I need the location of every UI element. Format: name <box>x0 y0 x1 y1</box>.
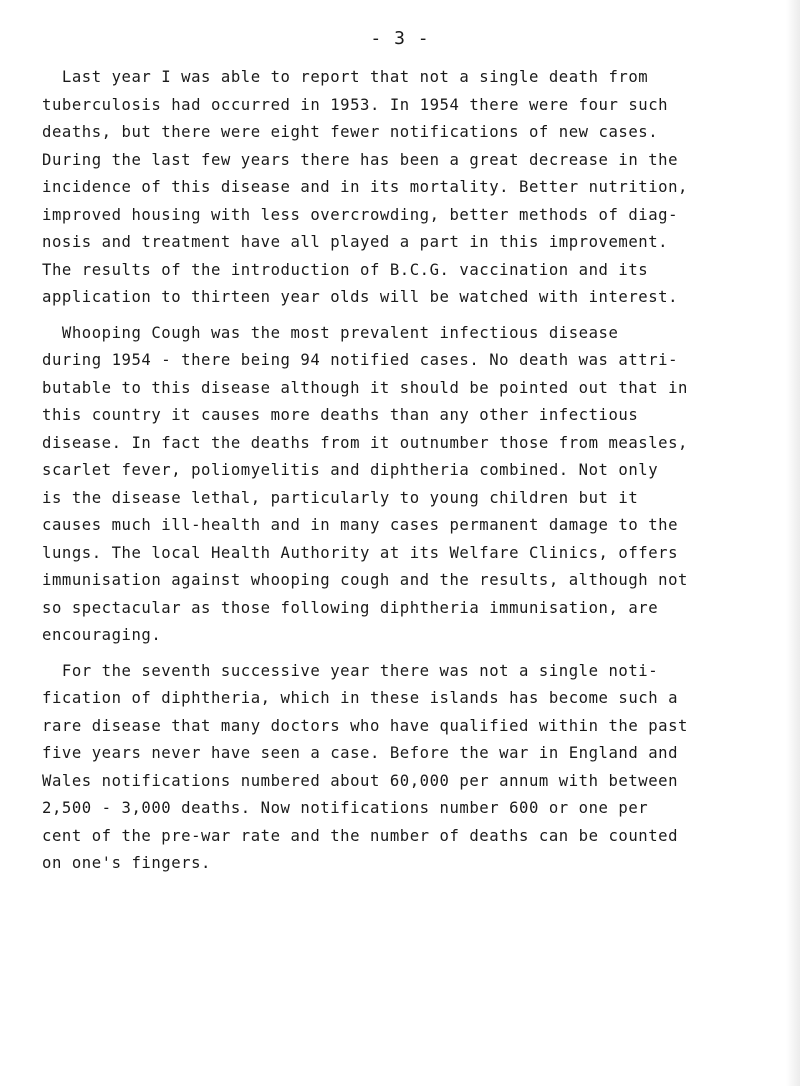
text-line: Whooping Cough was the most prevalent infectious disease <box>42 323 619 342</box>
page-number: - 3 - <box>370 28 430 49</box>
text-line: disease. In fact the deaths from it outnumber those from measles, <box>42 433 688 452</box>
text-line: lungs. The local Health Authority at its Welfare Clinics, offers <box>42 543 679 562</box>
text-line: five years never have seen a case. Before the war in England and <box>42 744 679 762</box>
text-line: scarlet fever, poliomyelitis and diphtheria combined. Not only <box>42 461 659 479</box>
text-line: immunisation against whooping cough and the results, although not <box>42 571 688 589</box>
page-edge-shadow <box>786 0 800 1086</box>
text-line: is the disease lethal, particularly to young children but it <box>42 488 639 507</box>
text-line: rare disease that many doctors who have qualified within the past <box>42 716 688 735</box>
text-line: nosis and treatment have all played a part in this improvement. <box>42 233 669 251</box>
paragraph-whooping-cough <box>42 320 782 650</box>
text-line: butable to this disease although it should be pointed out that in <box>42 378 688 397</box>
text-line: causes much ill-health and in many cases permanent damage to the <box>42 516 679 534</box>
text-line: Last year I was able to report that not a single death from <box>42 68 649 86</box>
text-line: incidence of this disease and in its mortality. Better nutrition, <box>42 178 688 196</box>
text-line: 2,500 - 3,000 deaths. Now notifications number 600 or one per <box>42 799 649 817</box>
text-line: during 1954 - there being 94 notified cases. No death was attri- <box>42 351 679 369</box>
text-line: application to thirteen year olds will be watched with interest. <box>42 288 679 306</box>
paragraph-diphtheria <box>42 658 782 878</box>
paragraph-tuberculosis <box>42 64 782 312</box>
text-line: tuberculosis had occurred in 1953. In 1954 there were four such <box>42 95 669 114</box>
text-line: For the seventh successive year there was not a single noti- <box>42 661 659 680</box>
text-line: The results of the introduction of B.C.G. vaccination and its <box>42 260 649 279</box>
text-line: cent of the pre-war rate and the number of deaths can be counted <box>42 826 679 845</box>
text-line: encouraging. <box>42 626 162 644</box>
text-line: this country it causes more deaths than any other infectious <box>42 406 639 424</box>
text-line: improved housing with less overcrowding, better methods of diag- <box>42 205 679 224</box>
text-line: so spectacular as those following diphtheria immunisation, are <box>42 598 659 617</box>
text-line: on one's fingers. <box>42 854 211 872</box>
text-line: Wales notifications numbered about 60,000 per annum with between <box>42 771 679 790</box>
text-line: fication of diphtheria, which in these islands has become such a <box>42 689 679 707</box>
body-text <box>42 64 782 886</box>
text-line: During the last few years there has been a great decrease in the <box>42 150 679 169</box>
text-line: deaths, but there were eight fewer notifications of new cases. <box>42 123 659 141</box>
